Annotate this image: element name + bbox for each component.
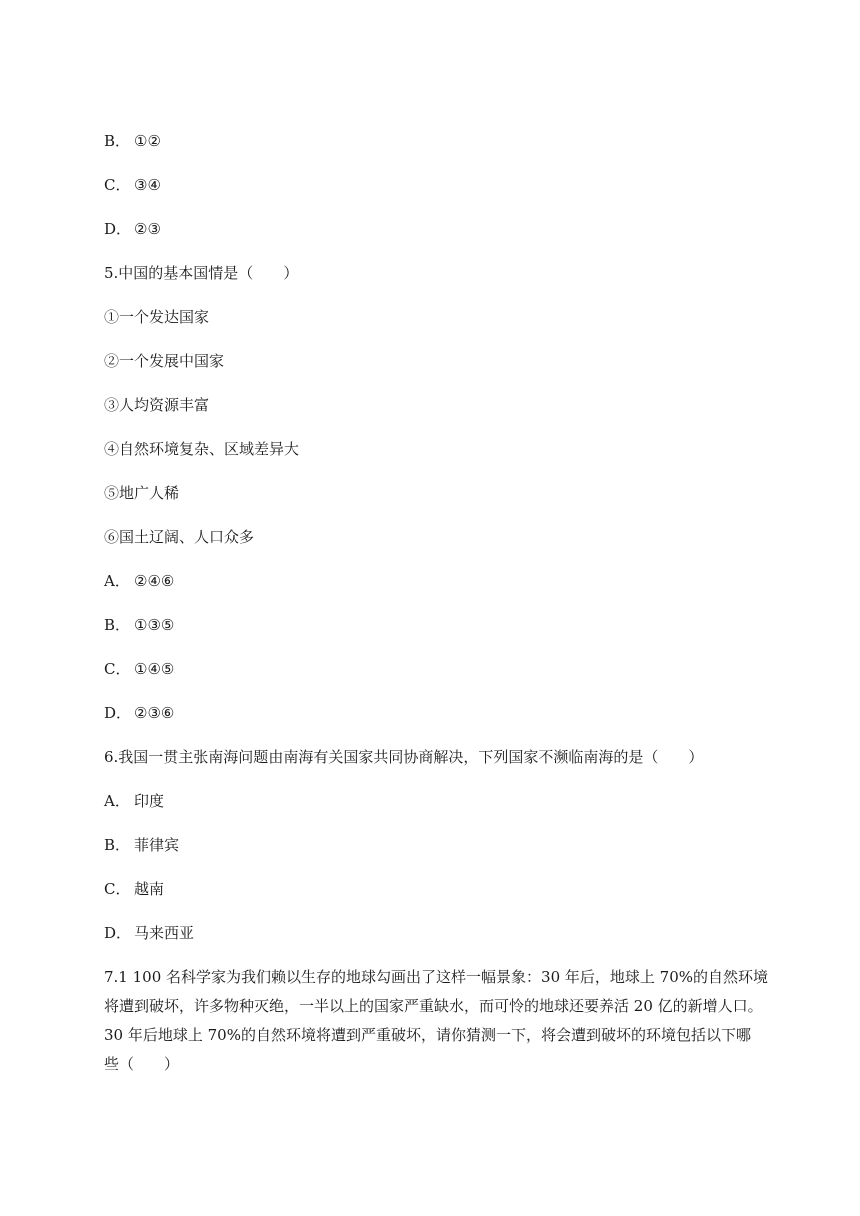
option-text: ①③⑤ — [134, 616, 175, 634]
q4-option-c — [104, 175, 161, 195]
option-letter: A． — [104, 572, 130, 590]
option-letter: B． — [104, 836, 131, 854]
q6-option-c — [104, 879, 164, 899]
option-letter: B． — [104, 132, 131, 150]
q5-item-3: ③人均资源丰富 — [104, 396, 210, 414]
option-text: ②③ — [134, 220, 161, 238]
q7-line-4: 些（ ） — [104, 1055, 180, 1073]
q7-line-3: 30 年后地球上 70%的自然环境将遭到严重破坏，请你猜测一下，将会遭到破坏的环境包括以下哪 — [104, 1026, 751, 1044]
q6-stem: 6.我国一贯主张南海问题由南海有关国家共同协商解决，下列国家不濒临南海的是（ ） — [104, 748, 704, 766]
q5-item-4: ④自然环境复杂、区域差异大 — [104, 440, 300, 458]
option-letter: D． — [104, 924, 132, 942]
option-letter: A． — [104, 792, 130, 810]
option-letter: C． — [104, 660, 131, 678]
option-letter: C． — [104, 880, 131, 898]
q6-option-a — [104, 791, 164, 811]
q5-item-6: ⑥国土辽阔、人口众多 — [104, 528, 255, 546]
option-text: ②④⑥ — [134, 572, 175, 590]
option-text: 菲律宾 — [134, 836, 180, 854]
option-letter: C． — [104, 176, 131, 194]
q5-option-c — [104, 659, 174, 679]
q6-option-b — [104, 835, 179, 855]
option-text: ②③⑥ — [134, 704, 175, 722]
option-text: 马来西亚 — [134, 924, 195, 942]
option-text: ①④⑤ — [134, 660, 175, 678]
option-text: 印度 — [134, 792, 165, 810]
q7-line-1: 7.1 100 名科学家为我们赖以生存的地球勾画出了这样一幅景象：30 年后，地球上 70%的自然环境 — [104, 968, 768, 986]
option-text: ③④ — [134, 176, 161, 194]
q5-stem: 5.中国的基本国情是（ ） — [104, 264, 299, 282]
option-letter: D． — [104, 704, 132, 722]
q5-item-5: ⑤地广人稀 — [104, 484, 180, 502]
q4-option-b — [104, 131, 161, 151]
option-text: 越南 — [134, 880, 165, 898]
q5-item-1: ①一个发达国家 — [104, 308, 210, 326]
q5-option-d — [104, 703, 174, 723]
option-letter: D． — [104, 220, 132, 238]
q4-option-d — [104, 219, 161, 239]
option-text: ①② — [134, 132, 161, 150]
q5-item-2: ②一个发展中国家 — [104, 352, 225, 370]
q5-option-b — [104, 615, 174, 635]
q7-line-2: 将遭到破坏，许多物种灭绝，一半以上的国家严重缺水，而可怜的地球还要养活 20 亿的新增人口。 — [104, 997, 763, 1015]
option-letter: B． — [104, 616, 131, 634]
q5-option-a — [104, 571, 174, 591]
q6-option-d — [104, 923, 194, 943]
